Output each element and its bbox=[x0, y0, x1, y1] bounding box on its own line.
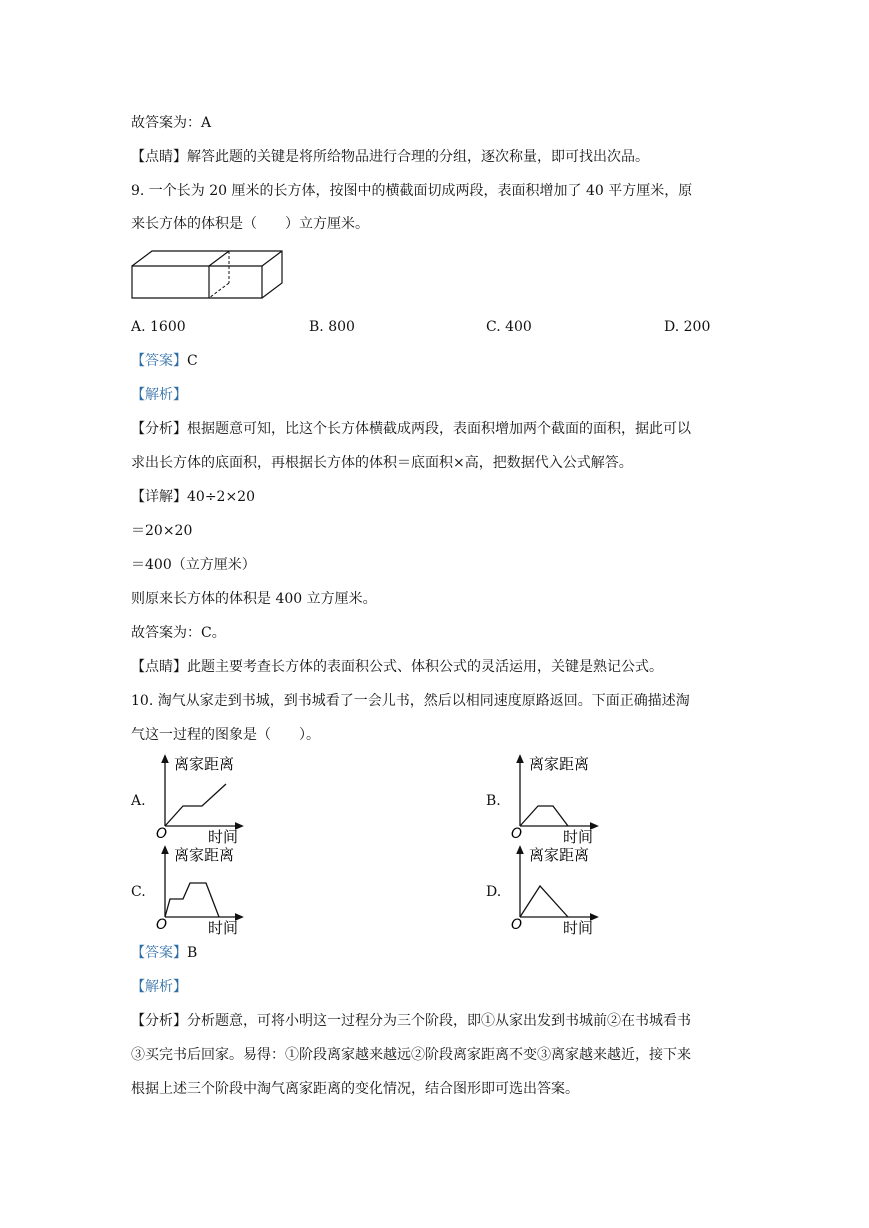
q9-detail-line4: 则原来长方体的体积是 400 立方厘米。 bbox=[131, 591, 377, 607]
q10-graph-b bbox=[505, 752, 600, 844]
origin-label: O bbox=[511, 917, 523, 933]
x-axis-label: 时间 bbox=[208, 919, 239, 935]
question-9-stem-line2: 来长方体的体积是（ ）立方厘米。 bbox=[131, 216, 369, 232]
q10-fenxi-line3: 根据上述三个阶段中淘气离家距离的变化情况，结合图形即可选出答案。 bbox=[131, 1081, 579, 1097]
q9-detail-line2: ＝20×20 bbox=[131, 523, 193, 539]
q10-option-c-letter: C. bbox=[131, 884, 146, 900]
q9-option-c: C. 400 bbox=[486, 319, 532, 335]
q10-graph-a bbox=[150, 752, 245, 844]
q10-option-d-letter: D. bbox=[486, 884, 502, 900]
q9-answer bbox=[131, 351, 198, 371]
y-axis-label: 离家距离 bbox=[174, 846, 235, 864]
q10-fenxi-line1: 【分析】分析题意，可将小明这一过程分为三个阶段，即①从家出发到书城前②在书城看书 bbox=[131, 1013, 691, 1029]
q9-option-b: B. 800 bbox=[309, 319, 355, 335]
y-axis-label: 离家距离 bbox=[174, 755, 235, 773]
dianjing-q8: 【点睛】解答此题的关键是将所给物品进行合理的分组，逐次称量，即可找出次品。 bbox=[131, 149, 649, 165]
q10-graph-d bbox=[505, 843, 600, 935]
q9-dianjing: 【点睛】此题主要考查长方体的表面积公式、体积公式的灵活运用，关键是熟记公式。 bbox=[131, 659, 663, 675]
answer-value: B bbox=[187, 945, 198, 961]
q10-fenxi-line2: ③买完书后回家。易得：①阶段离家越来越远②阶段离家距离不变③离家越来越近，接下来 bbox=[131, 1047, 691, 1063]
q10-option-a-letter: A. bbox=[131, 793, 146, 809]
cuboid-figure bbox=[130, 248, 290, 304]
answer-tag: 【答案】 bbox=[131, 353, 187, 369]
q10-graph-c bbox=[150, 843, 245, 935]
q9-option-a: A. 1600 bbox=[131, 319, 186, 335]
q9-detail-line3: ＝400（立方厘米） bbox=[131, 557, 256, 573]
answer-value: C bbox=[187, 353, 198, 369]
question-9-stem-line1: 9. 一个长为 20 厘米的长方体，按图中的横截面切成两段，表面积增加了 40 平方厘米，原 bbox=[131, 183, 693, 199]
q9-fenxi-line2: 求出长方体的底面积，再根据长方体的体积＝底面积×高，把数据代入公式解答。 bbox=[131, 455, 633, 471]
answer-conclusion-q8: 故答案为：A bbox=[131, 115, 212, 131]
q9-conclusion: 故答案为：C。 bbox=[131, 625, 226, 641]
q10-analysis-tag: 【解析】 bbox=[131, 979, 187, 995]
x-axis-label: 时间 bbox=[208, 828, 239, 844]
origin-label: O bbox=[156, 917, 168, 933]
q10-answer bbox=[131, 943, 197, 963]
y-axis-label: 离家距离 bbox=[529, 846, 590, 864]
q10-option-b-letter: B. bbox=[486, 793, 501, 809]
q9-fenxi-line1: 【分析】根据题意可知，比这个长方体横截成两段，表面积增加两个截面的面积，据此可以 bbox=[131, 421, 691, 437]
y-axis-label: 离家距离 bbox=[529, 755, 590, 773]
q9-option-d: D. 200 bbox=[664, 319, 711, 335]
q9-analysis-tag: 【解析】 bbox=[131, 387, 187, 403]
origin-label: O bbox=[511, 826, 523, 842]
q9-detail-line1: 【详解】40÷2×20 bbox=[131, 489, 255, 505]
x-axis-label: 时间 bbox=[563, 919, 594, 935]
origin-label: O bbox=[156, 826, 168, 842]
x-axis-label: 时间 bbox=[563, 828, 594, 844]
answer-tag: 【答案】 bbox=[131, 945, 187, 961]
question-10-stem-line1: 10. 淘气从家走到书城，到书城看了一会儿书，然后以相同速度原路返回。下面正确描述淘 bbox=[131, 693, 690, 709]
question-10-stem-line2: 气这一过程的图象是（ ）。 bbox=[131, 727, 320, 743]
